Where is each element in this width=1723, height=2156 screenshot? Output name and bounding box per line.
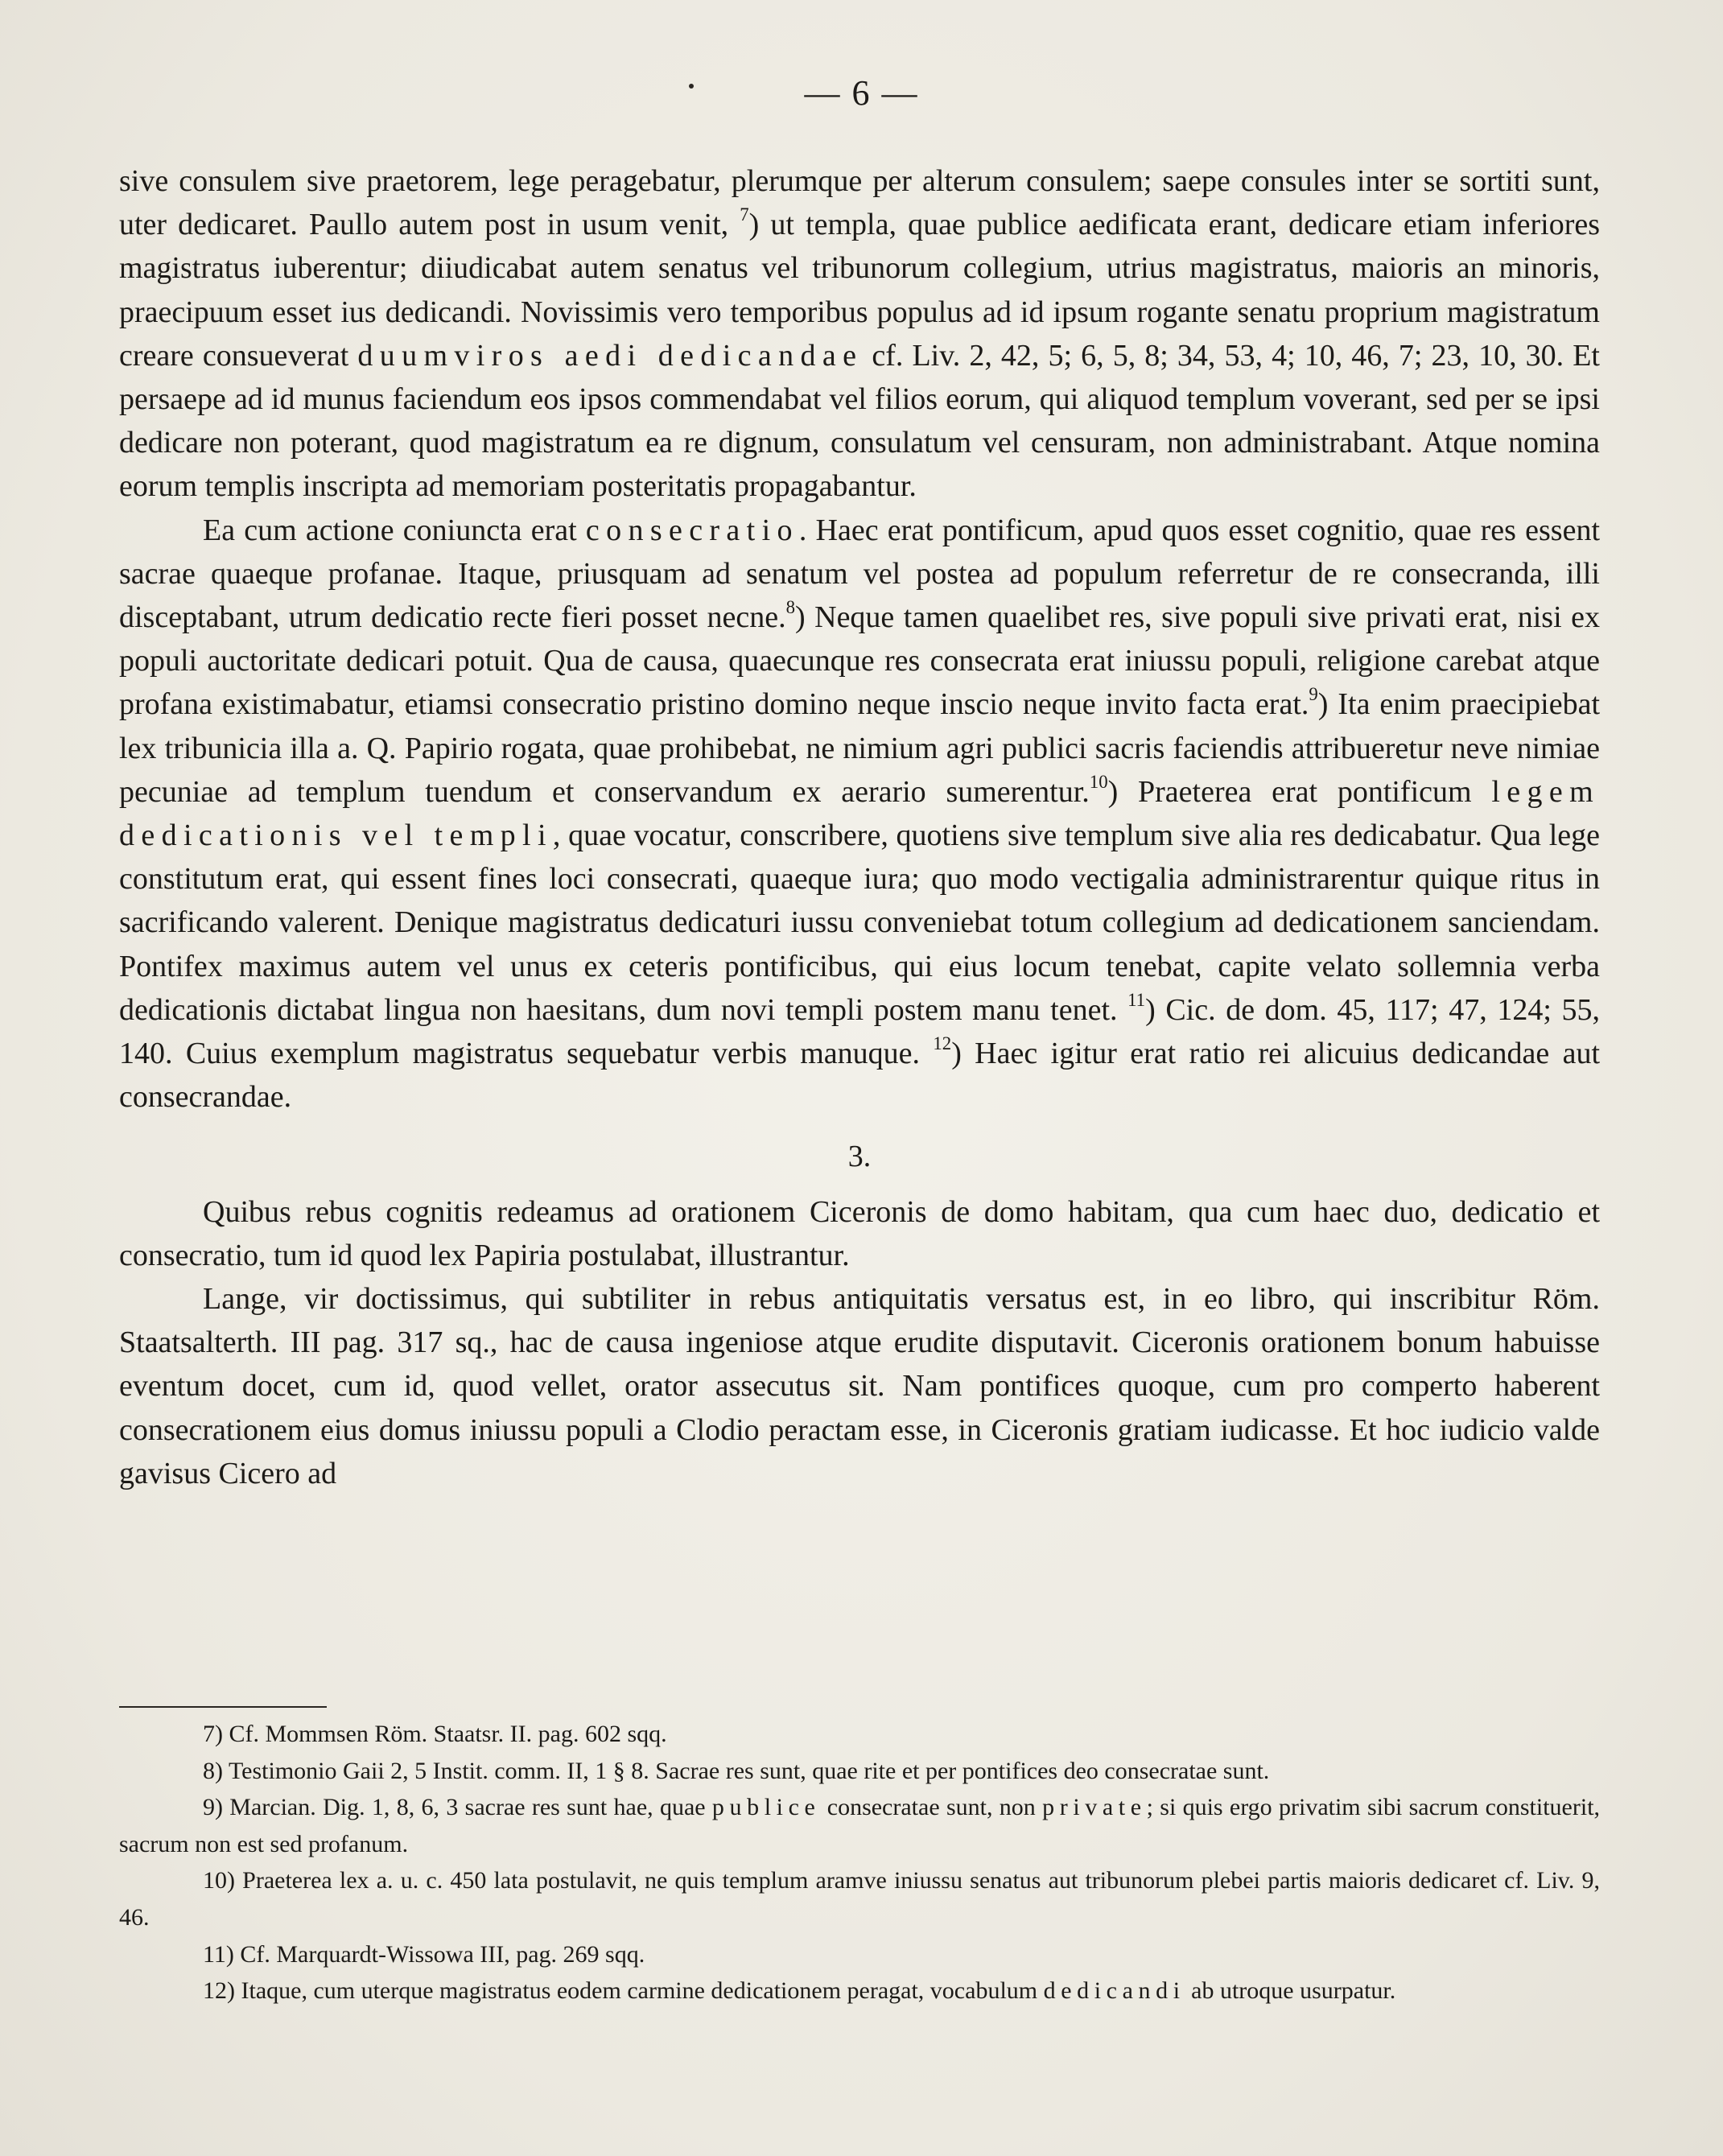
footnote-ref-9[interactable]: 9 bbox=[1309, 684, 1318, 705]
footnote-9: 9) Marcian. Dig. 1, 8, 6, 3 sacrae res sunt hae, quae publice consecratae sunt, non private; si quis ergo privatim sibi sacrum constituerit, sacrum non est sed profanum. bbox=[119, 1794, 1601, 1857]
section-number: 3. bbox=[847, 1140, 872, 1174]
page-number: — 6 — bbox=[804, 73, 919, 113]
footnote-10: 10) Praeterea lex a. u. c. 450 lata postulavit, ne quis templum aramve iniussu senatus aut tribunorum plebei partis maioris dedicaret cf. Liv. 9, 46. bbox=[119, 1867, 1600, 1931]
paragraph-consecration: Ea cum actione coniuncta erat consecratio. Haec erat pontificum, apud quos esset cognitio, quae res essent sacrae quaeque profanae. Itaque, priusquam ad senatum vel postea ad populum referretur de re consecranda, illi disceptabant, utrum dedicatio recte fieri posset necne.$^8$) Neque tamen quaelibet res, sive populi sive privati erat, nisi ex populi auctoritate dedicari potuit. Qua de causa, quaecunque res consecrata erat iniussu populi, religione carebat atque profana existimabatur, etiamsi consecratio pristino domino neque inscio neque invito facta erat.$^9$) Ita enim praecipiebat lex tribunicia illa a. Q. Papirio rogata, quae prohibebat, ne nimium agri publici sacris faciendis attribueretur neve nimiae pecuniae ad templum tuendum et conservandum ex aerario sumerentur.$^{10}$) Praeterea erat pontificum legem dedicationis vel templi, quae vocatur, conscribere, quotiens sive templum sive alia res dedicabatur. Qua lege constitutum erat, qui essent fines loci consecrati, quaeque iura; quo modo vectigalia administrarentur quique ritus in sacrificando valerent. Denique magistratus dedicaturi iussu conveniebat totum collegium ad dedicationem sanciendam. Pontifex maximus autem vel unus ex ceteris pontificibus, qui eius locum tenebat, capite velato sollemnia verba dedicationis dictabat lingua non haesitans, dum novi templi postem manu tenet. $^{11}$) Cic. de dom. 45, 117; 47, 124; 55, 140. Cuius exemplum magistratus sequebatur verbis manuque. $^{12}$) Haec igitur erat ratio rei alicuius dedicandae aut consecrandae. bbox=[119, 513, 1601, 1115]
footnote-ref-10[interactable]: 10 bbox=[1089, 771, 1108, 792]
footnote-divider bbox=[119, 1706, 327, 1708]
footnote-12: 12) Itaque, cum uterque magistratus eodem carmine dedicationem peragat, vocabulum dedicandi ab utroque usurpatur. bbox=[203, 1977, 1396, 2005]
spaced-emphasis: consecratio bbox=[585, 513, 799, 547]
footnote-ref-11[interactable]: 11 bbox=[1127, 989, 1146, 1010]
spaced-emphasis: dedicandi bbox=[1043, 1977, 1185, 2005]
paragraph-cicero-oration: Quibus rebus cognitis redeamus ad orationem Ciceronis de domo habitam, qua cum haec duo, dedicatio et consecratio, tum id quod lex Papiria postulabat, illustrantur. bbox=[119, 1194, 1600, 1272]
spaced-emphasis: legem dedicationis vel templi bbox=[119, 774, 1600, 853]
footnote-ref-12[interactable]: 12 bbox=[933, 1033, 952, 1053]
paragraph-lange: Lange, vir doctissimus, qui subtiliter in rebus antiquitatis versatus est, in eo libro, qui inscribitur Röm. Staatsalterth. III pag. 317 sq., hac de causa ingeniose atque erudite disputavit. Ciceronis orationem bonum habuisse eventum docet, cum id, quod vellet, orator assecutus sit. Nam pontifices quoque, cum pro comperto haberent consecrationem eius domus iniussu populi a Clodio peractam esse, in Ciceronis gratiam iudicasse. Et hoc iudicio valde gavisus Cicero ad bbox=[119, 1282, 1600, 1490]
main-text bbox=[119, 159, 1600, 1495]
footnote-8: 8) Testimonio Gaii 2, 5 Instit. comm. II, 1 § 8. Sacrae res sunt, quae rite et per pontifices deo consecratae sunt. bbox=[203, 1757, 1270, 1784]
footnote-ref-7[interactable]: 7 bbox=[740, 204, 749, 225]
footnotes bbox=[119, 1716, 1600, 2010]
footnote-ref-8[interactable]: 8 bbox=[785, 596, 795, 617]
footnote-7: 7) Cf. Mommsen Röm. Staatsr. II. pag. 602 sqq. bbox=[203, 1721, 667, 1747]
footnote-11: 11) Cf. Marquardt-Wissowa III, pag. 269 sqq. bbox=[203, 1940, 645, 1968]
spaced-emphasis: publice bbox=[711, 1794, 821, 1821]
spaced-emphasis: duumviros aedi dedicandae bbox=[357, 338, 864, 373]
paragraph-dedication-magistrates: sive consulem sive praetorem, lege peragebatur, plerumque per alterum consulem; saepe consules inter se sortiti sunt, uter dedicaret. Paullo autem post in usum venit, $^7$) ut templa, quae publice aedificata erant, dedicare etiam inferiores magistratus iuberentur; diiudicabat autem senatus vel tribunorum collegium, utrius magistratus, maioris an minoris, praecipuum esset ius dedicandi. Novissimis vero temporibus populus ad id ipsum rogante senatu proprium magistratum creare consueverat duumviros aedi dedicandae cf. Liv. 2, 42, 5; 6, 5, 8; 34, 53, 4; 10, 46, 7; 23, 10, 30. Et persaepe ad id munus faciendum eos ipsos commendabat vel filios eorum, qui aliquod templum voverant, sed per se ipsi dedicare non poterant, quod magistratum ea re dignum, consulatum vel censuram, non administrabant. Atque nomina eorum templis inscripta ad memoriam posteritatis propagabantur. bbox=[119, 164, 1600, 504]
spaced-emphasis: private bbox=[1042, 1794, 1147, 1821]
